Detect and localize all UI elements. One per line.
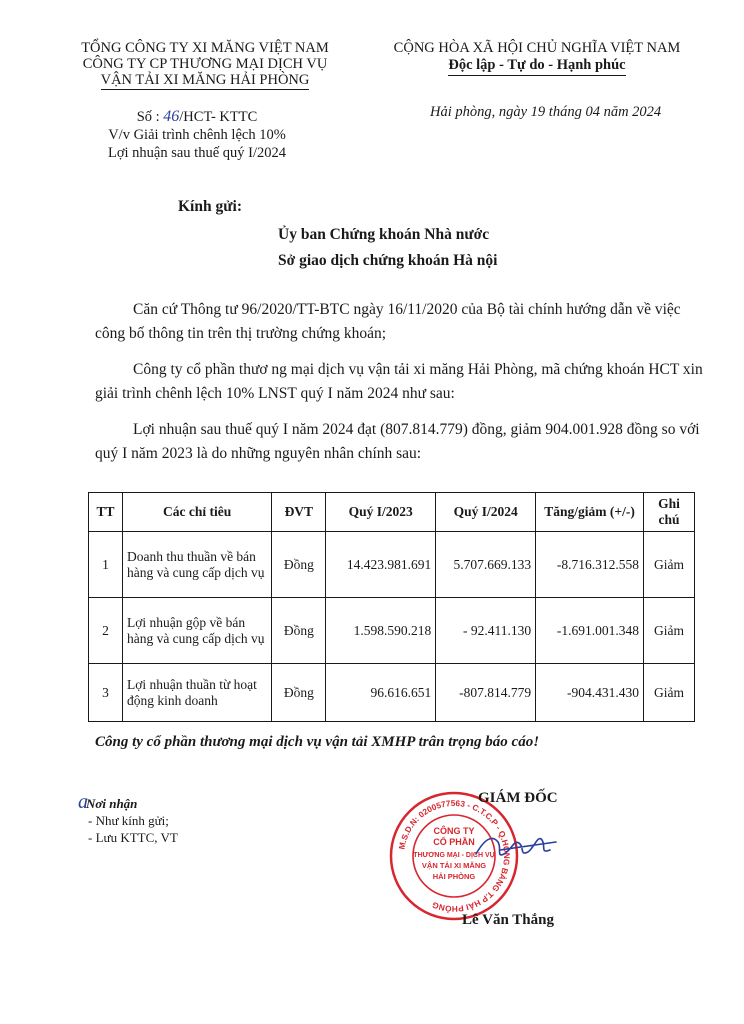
col-header-q1-2023: Quý I/2023 <box>326 493 436 532</box>
company-header <box>40 40 370 90</box>
cell-indicator: Lợi nhuận thuần từ hoạt động kinh doanh <box>122 664 271 722</box>
document-date: Hải phòng, ngày 19 tháng 04 năm 2024 <box>430 104 662 120</box>
recipient-ssc: Ủy ban Chứng khoán Nhà nước <box>278 226 490 243</box>
recipient-hnx: Sở giao dịch chứng khoán Hà nội <box>278 252 498 269</box>
seal-line: HẢI PHÒNG <box>432 872 476 881</box>
handwritten-signature-icon <box>470 820 560 870</box>
subject-line2: Lợi nhuận sau thuế quý I/2024 <box>107 145 286 161</box>
cell-note: Giảm <box>644 664 695 722</box>
cell-unit: Đồng <box>272 598 326 664</box>
cell-tt: 3 <box>89 664 123 722</box>
closing-statement: Công ty cổ phần thương mại dịch vụ vận tải XMHP trân trọng báo cáo! <box>95 734 540 750</box>
cell-tt: 2 <box>89 598 123 664</box>
receiver-item: - Như kính gửi; <box>88 813 169 828</box>
receivers-block <box>78 791 178 846</box>
cell-q1-2024: -807.814.779 <box>436 664 536 722</box>
cell-q1-2023: 1.598.590.218 <box>326 598 436 664</box>
national-header <box>372 40 702 76</box>
receivers-title: aNơi nhận <box>78 791 138 813</box>
signer-name: Lê Văn Thắng <box>462 912 554 928</box>
receiver-item: - Lưu KTTC, VT <box>88 830 178 845</box>
handwritten-mark: a <box>78 791 88 813</box>
cell-q1-2024: 5.707.669.133 <box>436 532 536 598</box>
company-name-line1: CÔNG TY CP THƯƠNG MẠI DỊCH VỤ <box>82 56 328 72</box>
seal-line: THƯƠNG MẠI - DỊCH VỤ <box>413 852 495 859</box>
body-paragraph-3: Lợi nhuận sau thuế quý I năm 2024 đạt (807.814.779) đồng, giảm 904.001.928 đồng so với quý I năm 2023 là do những nguyên nhân chính sau: <box>95 421 700 462</box>
col-header-tt: TT <box>89 493 123 532</box>
parent-company: TỔNG CÔNG TY XI MĂNG VIỆT NAM <box>81 40 329 56</box>
col-header-change: Tăng/giảm (+/-) <box>536 493 644 532</box>
cell-unit: Đồng <box>272 532 326 598</box>
cell-q1-2023: 96.616.651 <box>326 664 436 722</box>
table-row <box>89 532 695 598</box>
national-motto: Độc lập - Tự do - Hạnh phúc <box>372 57 702 76</box>
subject-line1: V/v Giải trình chênh lệch 10% <box>108 127 286 143</box>
cell-change: -1.691.001.348 <box>536 598 644 664</box>
document-reference <box>92 108 302 162</box>
table-row <box>89 664 695 722</box>
recipient-label: Kính gửi: <box>178 198 242 215</box>
cell-note: Giảm <box>644 532 695 598</box>
col-header-unit: ĐVT <box>272 493 326 532</box>
cell-q1-2023: 14.423.981.691 <box>326 532 436 598</box>
seal-line: CÔNG TY <box>433 826 475 836</box>
body-paragraph-2: Công ty cổ phần thươ ng mại dịch vụ vận tải xi măng Hải Phòng, mã chứng khoán HCT xin giải trình chênh lệch 10% LNST quý I năm 2024 như sau: <box>95 361 703 402</box>
col-header-q1-2024: Quý I/2024 <box>436 493 536 532</box>
cell-change: -8.716.312.558 <box>536 532 644 598</box>
body-paragraph-1: Căn cứ Thông tư 96/2020/TT-BTC ngày 16/11/2020 của Bộ tài chính hướng dẫn về việc công bố thông tin trên thị trường chứng khoán; <box>95 301 681 342</box>
cell-change: -904.431.430 <box>536 664 644 722</box>
cell-note: Giảm <box>644 598 695 664</box>
col-header-note: Ghi chú <box>644 493 695 532</box>
seal-line: VẬN TẢI XI MĂNG <box>421 861 487 870</box>
cell-indicator: Doanh thu thuần về bán hàng và cung cấp dịch vụ <box>122 532 271 598</box>
cell-unit: Đồng <box>272 664 326 722</box>
col-header-indicator: Các chỉ tiêu <box>122 493 271 532</box>
director-title: GIÁM ĐỐC <box>478 790 558 806</box>
profit-comparison-table <box>88 492 695 722</box>
document-number: Số : 46/HCT- KTTC <box>136 108 258 125</box>
republic-title: CỘNG HÒA XÃ HỘI CHỦ NGHĨA VIỆT NAM <box>393 40 681 56</box>
seal-ring-text: M.S.D.N: 0200577563 - C.T.C.P - Q.HỒNG BÀNG T.P HẢI PHÒNG <box>396 797 513 915</box>
cell-tt: 1 <box>89 532 123 598</box>
table-row <box>89 598 695 664</box>
recipient-list <box>278 222 497 274</box>
seal-line: CỔ PHẦN <box>433 837 475 847</box>
company-name-line2: VẬN TẢI XI MĂNG HẢI PHÒNG <box>100 72 310 88</box>
handwritten-number: 46 <box>163 108 180 125</box>
table-header-row <box>89 493 695 532</box>
cell-q1-2024: - 92.411.130 <box>436 598 536 664</box>
cell-indicator: Lợi nhuận gộp về bán hàng và cung cấp dịch vụ <box>122 598 271 664</box>
